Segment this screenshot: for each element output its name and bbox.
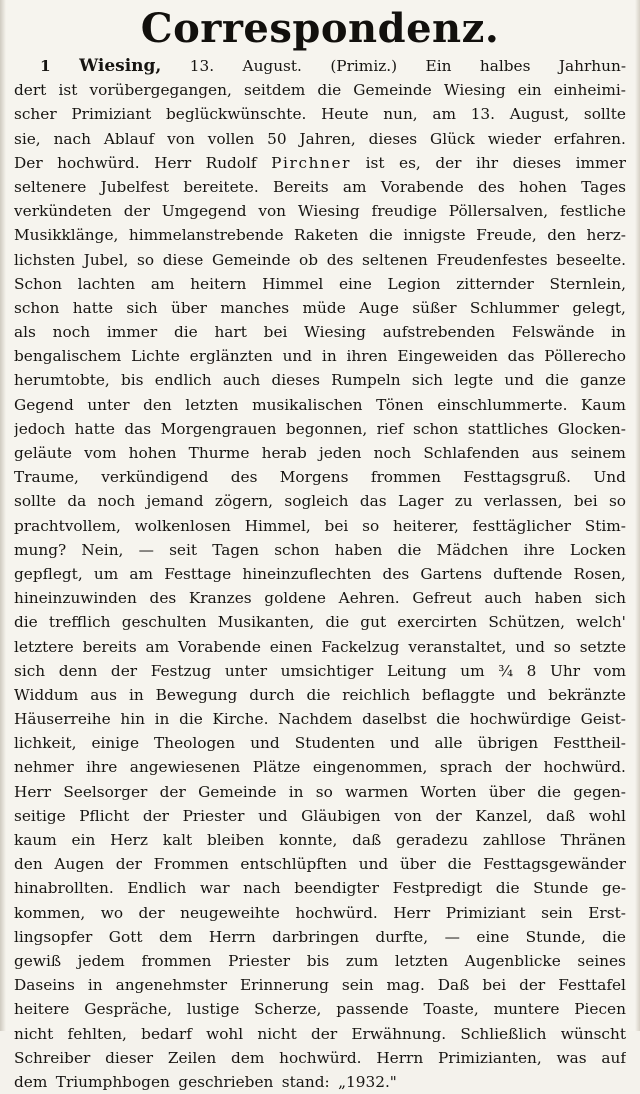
article-line: Traume, verkündigend des Morgens frommen Festtagsgruß. Und xyxy=(14,468,626,487)
article-line: dert ist vorübergegangen, seitdem die Gemeinde Wiesing ein einheimi- xyxy=(14,81,626,100)
article-line: nicht fehlten, bedarf wohl nicht der Erwähnung. Schließlich wünscht xyxy=(14,1024,626,1043)
article-line: Schon lachten am heitern Himmel eine Legion zitternder Sternlein, xyxy=(14,274,626,293)
article-line: hineinzuwinden des Kranzes goldene Aehren. Gefreut auch haben sich xyxy=(14,589,626,608)
article-line: lichsten Jubel, so diese Gemeinde ob des seltenen Freudenfestes beseelte. xyxy=(14,250,626,269)
article-number: 1 xyxy=(40,57,51,75)
article-line: lichkeit, einige Theologen und Studenten und alle übrigen Festtheil- xyxy=(14,734,626,753)
article-line: sie, nach Ablauf von vollen 50 Jahren, dieses Glück wieder erfahren. xyxy=(14,129,626,148)
article-line: schon hatte sich über manches müde Auge süßer Schlummer gelegt, xyxy=(14,298,626,317)
page-edge-left xyxy=(0,0,6,1031)
article-line: sich denn der Festzug unter umsichtiger Leitung um ¾ 8 Uhr vom xyxy=(14,661,626,680)
article-line: Widdum aus in Bewegung durch die reichlich beflaggte und bekränzte xyxy=(14,685,626,704)
page-edge-right xyxy=(635,0,640,1031)
article-line: seltenere Jubelfest bereitete. Bereits am Vorabende des hohen Tages xyxy=(14,177,626,196)
article-line: Gegend unter den letzten musikalischen Tönen einschlummerte. Kaum xyxy=(14,395,626,414)
article-line: den Augen der Frommen entschlüpften und über die Festtagsgewänder xyxy=(14,855,626,874)
article-line: 1 Wiesing, 13. August. (Primiz.) Ein halbes Jahrhun- xyxy=(14,54,626,78)
article-line: heitere Gespräche, lustige Scherze, passende Toaste, muntere Piecen xyxy=(14,1000,626,1019)
article-line: dem Triumphbogen geschrieben stand: „1932." xyxy=(14,1072,397,1091)
article-line: letztere bereits am Vorabende einen Fackelzug veranstaltet, und so setzte xyxy=(14,637,626,656)
article-line: gepflegt, um am Festtage hineinzuflechten des Gartens duftende Rosen, xyxy=(14,564,626,583)
article-line: nehmer ihre angewiesenen Plätze eingenommen, sprach der hochwürd. xyxy=(14,758,626,777)
article-line: kommen, wo der neugeweihte hochwürd. Herr Primiziant sein Erst- xyxy=(14,903,626,922)
article-line: bengalischem Lichte erglänzten und in ihren Eingeweiden das Pöllerecho xyxy=(14,347,626,366)
article-line: kaum ein Herz kalt bleiben konnte, daß geradezu zahllose Thränen xyxy=(14,831,626,849)
article-line: herumtobte, bis endlich auch dieses Rumpeln sich legte und die ganze xyxy=(14,371,626,390)
article-line: Häuserreihe hin in die Kirche. Nachdem daselbst die hochwürdige Geist- xyxy=(14,710,626,729)
article-line: prachtvollem, wolkenlosen Himmel, bei so heiterer, festtäglicher Stim- xyxy=(14,516,626,535)
article-line: Musikklänge, himmelanstrebende Raketen die innigste Freude, den herz- xyxy=(14,226,626,245)
article-line: verkündeten der Umgegend von Wiesing freudige Pöllersalven, festliche xyxy=(14,202,626,221)
article-line: gewiß jedem frommen Priester bis zum letzten Augenblicke seines xyxy=(14,951,626,970)
section-heading: Correspondenz. xyxy=(140,5,500,52)
article-line: scher Primiziant beglückwünschte. Heute nun, am 13. August, sollte xyxy=(14,105,626,124)
article-line: mung? Nein, — seit Tagen schon haben die Mädchen ihre Locken xyxy=(14,540,626,559)
article-line: Herr Seelsorger der Gemeinde in so warmen Worten über die gegen- xyxy=(14,782,626,801)
article-line: als noch immer die hart bei Wiesing aufstrebenden Felswände in xyxy=(14,323,626,342)
article-body xyxy=(14,54,626,1094)
article-line: seitige Pflicht der Priester und Gläubigen von der Kanzel, daß wohl xyxy=(14,806,626,825)
article-line: die trefflich geschulten Musikanten, die gut exercirten Schützen, welch' xyxy=(14,613,626,632)
article-line: lingsopfer Gott dem Herrn darbringen durfte, — eine Stunde, die xyxy=(14,927,626,946)
article-line: sollte da noch jemand zögern, sogleich das Lager zu verlassen, bei so xyxy=(14,492,626,511)
article-line: hinabrollten. Endlich war nach beendigter Festpredigt die Stunde ge- xyxy=(14,879,626,898)
dateline-place: Wiesing, xyxy=(79,56,162,76)
article-line: Schreiber dieser Zeilen dem hochwürd. Herrn Primizianten, was auf xyxy=(14,1048,626,1067)
article-line: jedoch hatte das Morgengrauen begonnen, rief schon stattliches Glocken- xyxy=(14,419,626,438)
article-line: Daseins in angenehmster Erinnerung sein mag. Daß bei der Festtafel xyxy=(14,976,626,995)
article-line: geläute vom hohen Thurme herab jeden noch Schlafenden aus seinem xyxy=(14,444,626,462)
article-line: Der hochwürd. Herr Rudolf Pirchner ist es, der ihr dieses immer xyxy=(14,153,626,172)
